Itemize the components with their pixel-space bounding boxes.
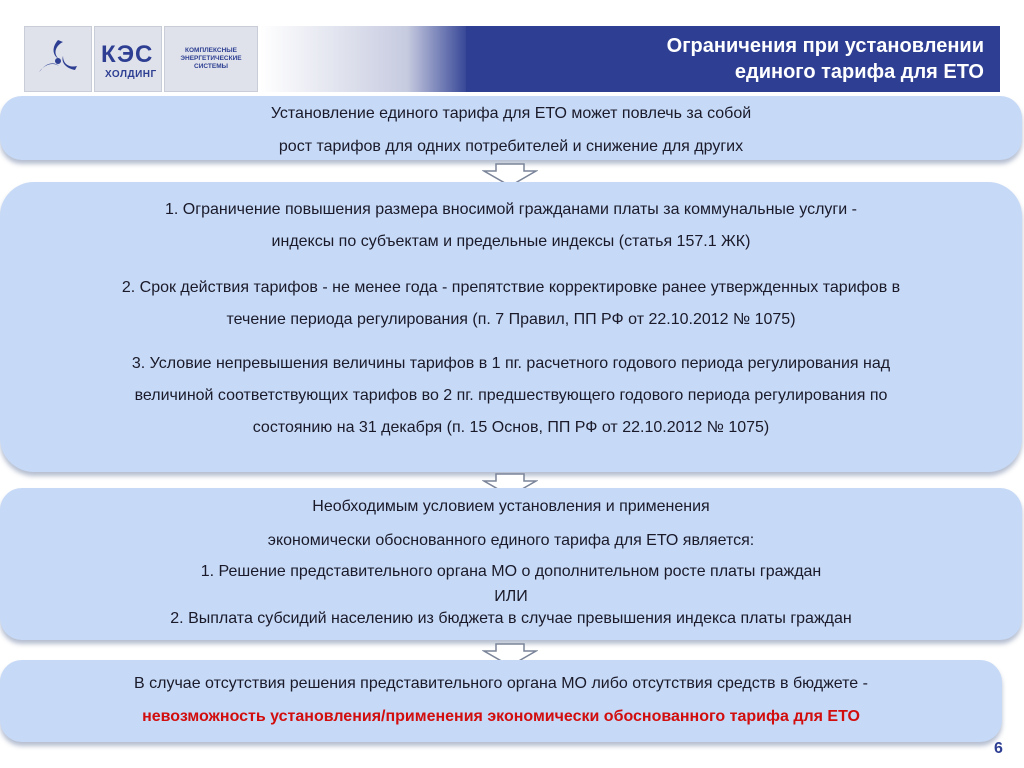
systems-logo: [164, 26, 258, 92]
restriction-line: величиной соответствующих тарифов во 2 пг. предшествующего годового периода регулирования по: [134, 387, 888, 404]
conditions-panel: [0, 488, 1022, 640]
restriction-line: течение периода регулирования (п. 7 Правил, ПП РФ от 22.10.2012 № 1075): [226, 311, 796, 328]
logo-brand: КЭС: [101, 41, 154, 68]
kes-logo: [24, 26, 92, 92]
restriction-line: 2. Срок действия тарифов - не менее года - препятствие корректировке ранее утвержденных тарифов в: [121, 279, 901, 296]
page-number: 6: [994, 740, 1003, 757]
condition-line: 1. Решение представительного органа МО о дополнительном росте платы граждан: [200, 563, 822, 580]
title-line: единого тарифа для ЕТО: [734, 61, 984, 83]
logo-small-line: ЭНЕРГЕТИЧЕСКИЕ: [180, 55, 242, 62]
logo-small-text: [165, 47, 257, 71]
restriction-item: [0, 258, 1022, 336]
restriction-item: [0, 336, 1022, 444]
restriction-item: [0, 182, 1022, 258]
condition-line: Необходимым условием установления и применения: [312, 498, 710, 515]
kes-logo-icon: [33, 34, 83, 84]
condition-line: ИЛИ: [494, 588, 528, 605]
conclusion-panel: [0, 660, 1002, 742]
title-line: Ограничения при установлении: [666, 35, 984, 57]
restriction-line: индексы по субъектам и предельные индексы (статья 157.1 ЖК): [271, 233, 751, 250]
conclusion-emphasis: невозможность установления/применения экономически обоснованного тарифа для ЕТО: [142, 708, 860, 725]
condition-line: экономически обоснованного единого тарифа для ЕТО является:: [267, 532, 755, 549]
logo-small-line: КОМПЛЕКСНЫЕ: [185, 47, 237, 54]
logo-small-line: СИСТЕМЫ: [194, 63, 228, 70]
header-gradient: [260, 26, 470, 92]
conclusion-line: В случае отсутствия решения представительного органа МО либо отсутствия средств в бюджете -: [134, 675, 868, 692]
intro-line: рост тарифов для одних потребителей и снижение для других: [278, 138, 744, 155]
page-title: [466, 26, 1000, 92]
restriction-line: состоянию на 31 декабря (п. 15 Основ, ПП РФ от 22.10.2012 № 1075): [252, 419, 770, 436]
holding-logo: [94, 26, 162, 92]
restriction-line: 3. Условие непревышения величины тарифов в 1 пг. расчетного годового периода регулирования над: [131, 355, 891, 372]
restrictions-panel: [0, 182, 1022, 472]
intro-line: Установление единого тарифа для ЕТО может повлечь за собой: [270, 105, 752, 122]
condition-line: 2. Выплата субсидий населению из бюджета в случае превышения индекса платы граждан: [170, 610, 852, 627]
intro-panel: [0, 96, 1022, 160]
restriction-line: 1. Ограничение повышения размера вносимой гражданами платы за коммунальные услуги -: [165, 201, 857, 218]
logo-brand-sub: ХОЛДИНГ: [105, 69, 157, 80]
